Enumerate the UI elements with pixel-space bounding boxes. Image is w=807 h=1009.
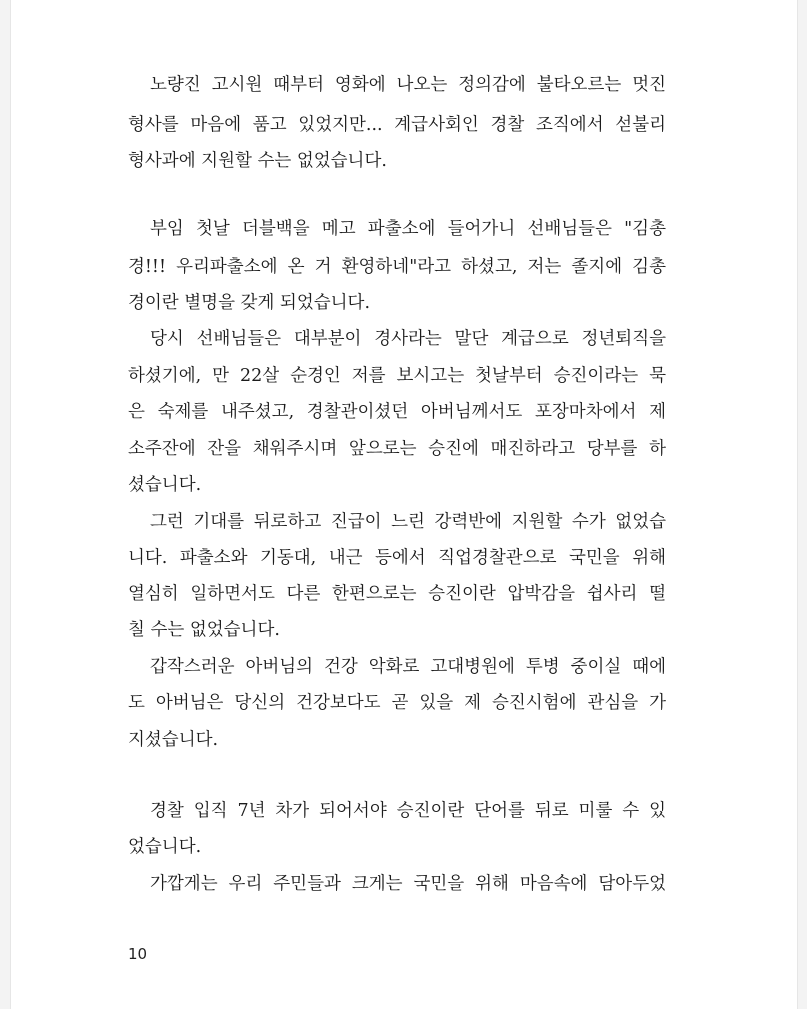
text-line: 니다. 파출소와 기동대, 내근 등에서 직업경찰관으로 국민을 위해	[128, 548, 666, 568]
text-line: 경!!! 우리파출소에 온 거 환영하네"라고 하셨고, 저는 졸지에 김총	[128, 257, 666, 277]
text-line: 하셨기에, 만 22살 순경인 저를 보시고는 첫날부터 승진이라는 묵	[128, 366, 666, 386]
text-line: 경이란 별명을 갖게 되었습니다.	[128, 293, 371, 313]
text-line: 당시 선배님들은 대부분이 경사라는 말단 계급으로 정년퇴직을	[150, 329, 666, 349]
text-line: 열심히 일하면서도 다른 한편으로는 승진이란 압박감을 쉽사리 떨	[128, 584, 666, 604]
text-line: 칠 수는 없었습니다.	[128, 620, 280, 640]
text-line: 셨습니다.	[128, 475, 202, 495]
text-line: 소주잔에 잔을 채워주시며 앞으로는 승진에 매진하라고 당부를 하	[128, 439, 666, 459]
text-line: 형사과에 지원할 수는 없었습니다.	[128, 151, 387, 171]
page-number: 10	[128, 945, 148, 963]
text-line: 노량진 고시원 때부터 영화에 나오는 정의감에 불타오르는 멋진	[150, 75, 666, 95]
text-line: 었습니다.	[128, 837, 202, 857]
text-line: 지셨습니다.	[128, 730, 219, 750]
text-line: 가깝게는 우리 주민들과 크게는 국민을 위해 마음속에 담아두었	[150, 874, 666, 894]
text-line: 경찰 입직 7년 차가 되어서야 승진이란 단어를 뒤로 미룰 수 있	[150, 801, 666, 821]
text-line: 부임 첫날 더블백을 메고 파출소에 들어가니 선배님들은 "김총	[150, 219, 666, 239]
text-line: 갑작스러운 아버님의 건강 악화로 고대병원에 투병 중이실 때에	[150, 657, 666, 677]
book-page	[10, 0, 798, 1009]
text-line: 형사를 마음에 품고 있었지만... 계급사회인 경찰 조직에서 섣불리	[128, 115, 666, 135]
text-line: 도 아버님은 당신의 건강보다도 곧 있을 제 승진시험에 관심을 가	[128, 693, 666, 713]
text-line: 은 숙제를 내주셨고, 경찰관이셨던 아버님께서도 포장마차에서 제	[128, 402, 666, 422]
text-line: 그런 기대를 뒤로하고 진급이 느린 강력반에 지원할 수가 없었습	[150, 512, 666, 532]
